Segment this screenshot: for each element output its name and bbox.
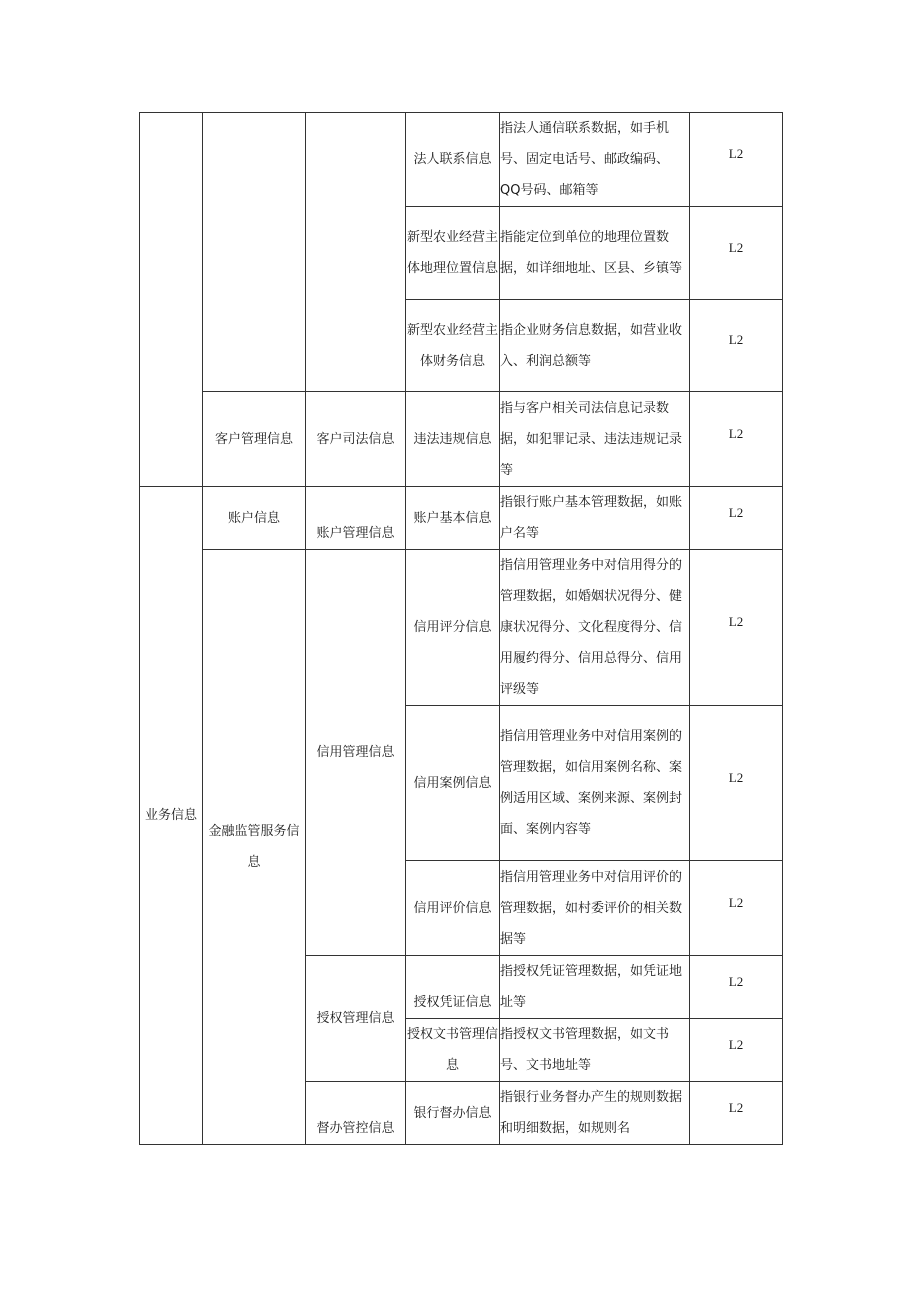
level-cell <box>690 1082 783 1145</box>
group-cell: 督办管控信息 <box>306 1082 406 1145</box>
level-cell <box>690 300 783 392</box>
item-name-cell: 新型农业经营主体财务信息 <box>406 300 500 392</box>
subcategory-cell: 账户信息 <box>203 487 306 550</box>
level-label: L2 <box>728 973 744 989</box>
table-row <box>140 392 783 487</box>
category-cell: 业务信息 <box>140 487 203 1145</box>
item-description-cell: 指与客户相关司法信息记录数据，如犯罪记录、违法违规记录等 <box>500 392 690 487</box>
item-name-cell: 信用评价信息 <box>406 861 500 956</box>
level-label: L2 <box>728 1036 744 1052</box>
level-label: L2 <box>728 1099 744 1115</box>
group-cell: 账户管理信息 <box>306 487 406 550</box>
item-description-cell: 指授权凭证管理数据，如凭证地址等 <box>500 956 690 1019</box>
data-classification-table <box>139 112 783 1145</box>
table-row <box>140 550 783 706</box>
item-description-cell: 指授权文书管理数据，如文书号、文书地址等 <box>500 1019 690 1082</box>
level-label: L2 <box>728 614 744 629</box>
item-description-cell: 指银行业务督办产生的规则数据和明细数据，如规则名 <box>500 1082 690 1145</box>
item-description-cell: 指信用管理业务中对信用评价的管理数据，如村委评价的相关数据等 <box>500 861 690 956</box>
level-label: L2 <box>728 504 744 520</box>
level-cell <box>690 113 783 207</box>
level-cell <box>690 487 783 550</box>
level-cell <box>690 392 783 487</box>
item-name-cell: 银行督办信息 <box>406 1082 500 1145</box>
level-label: L2 <box>728 332 744 347</box>
item-name-cell: 授权文书管理信息 <box>406 1019 500 1082</box>
level-label: L2 <box>728 146 744 161</box>
item-description-cell: 指能定位到单位的地理位置数据，如详细地址、区县、乡镇等 <box>500 207 690 300</box>
subcategory-cell-empty <box>203 113 306 392</box>
level-label: L2 <box>728 425 744 441</box>
item-description-cell: 指银行账户基本管理数据，如账户名等 <box>500 487 690 550</box>
level-label: L2 <box>728 239 744 255</box>
level-cell <box>690 956 783 1019</box>
level-label: L2 <box>728 894 744 910</box>
group-cell-empty <box>306 113 406 392</box>
item-name-cell: 法人联系信息 <box>406 113 500 207</box>
group-cell: 授权管理信息 <box>306 956 406 1082</box>
level-cell <box>690 706 783 861</box>
item-name-cell: 信用评分信息 <box>406 550 500 706</box>
category-cell-empty <box>140 113 203 487</box>
table-row <box>140 113 783 207</box>
group-cell: 客户司法信息 <box>306 392 406 487</box>
item-name-cell: 违法违规信息 <box>406 392 500 487</box>
item-description-cell: 指信用管理业务中对信用案例的管理数据，如信用案例名称、案例适用区域、案例来源、案例封面、案例内容等 <box>500 706 690 861</box>
item-description-cell: 指法人通信联系数据，如手机号、固定电话号、邮政编码、QQ号码、邮箱等 <box>500 113 690 207</box>
item-name-cell: 新型农业经营主体地理位置信息 <box>406 207 500 300</box>
item-name-cell: 信用案例信息 <box>406 706 500 861</box>
group-cell: 信用管理信息 <box>306 550 406 956</box>
level-cell <box>690 861 783 956</box>
item-description-cell: 指企业财务信息数据，如营业收入、利润总额等 <box>500 300 690 392</box>
item-name-cell: 授权凭证信息 <box>406 956 500 1019</box>
level-label: L2 <box>728 769 744 785</box>
item-name-cell: 账户基本信息 <box>406 487 500 550</box>
subcategory-cell: 客户管理信息 <box>203 392 306 487</box>
table-row <box>140 487 783 550</box>
level-cell <box>690 207 783 300</box>
level-cell <box>690 550 783 706</box>
item-description-cell: 指信用管理业务中对信用得分的管理数据，如婚姻状况得分、健康状况得分、文化程度得分、信用履约得分、信用总得分、信用评级等 <box>500 550 690 706</box>
level-cell <box>690 1019 783 1082</box>
subcategory-cell: 金融监管服务信息 <box>203 550 306 1145</box>
